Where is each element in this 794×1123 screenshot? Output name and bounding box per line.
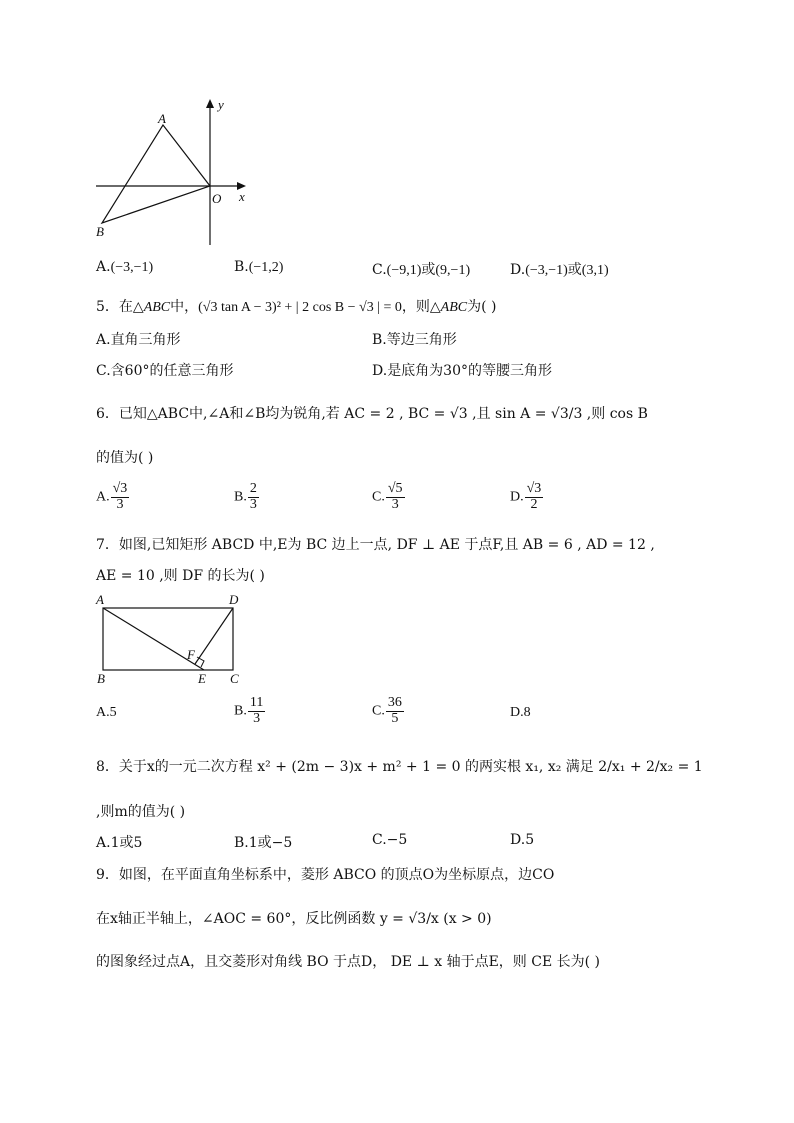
option-text: (−1,2)	[248, 260, 284, 275]
option-letter: B.	[234, 259, 249, 275]
option-numerator: 2	[249, 481, 257, 496]
q6-option-c[interactable]	[372, 482, 406, 512]
option-text: 含60°的任意三角形	[110, 363, 234, 379]
option-denominator: 3	[249, 496, 257, 512]
q7-option-a[interactable]	[96, 705, 117, 721]
option-denominator: 3	[116, 496, 124, 512]
option-letter: A.	[96, 705, 110, 720]
label-C: C	[230, 671, 239, 686]
q8-stem-line2: ,则m的值为( )	[96, 804, 186, 820]
q5-option-b[interactable]	[372, 329, 457, 349]
q9-stem-line1: 9．如图，在平面直角坐标系中，菱形 ABCO 的顶点O为坐标原点，边CO	[96, 867, 555, 883]
option-text: (−9,1)或(9,−1)	[386, 263, 471, 278]
q8-option-a[interactable]	[96, 832, 142, 852]
option-text: −5	[386, 832, 408, 848]
option-letter: C.	[372, 489, 385, 505]
option-letter: C.	[96, 363, 111, 379]
q8-option-c[interactable]	[372, 832, 407, 848]
q5-option-c[interactable]	[96, 360, 234, 380]
label-B: B	[96, 224, 104, 239]
option-numerator: √3	[112, 481, 128, 496]
option-letter: B.	[234, 703, 247, 719]
q7-option-b[interactable]	[234, 696, 266, 726]
q5-abc: ABC	[143, 300, 171, 315]
option-letter: D.	[510, 262, 526, 278]
option-letter: C.	[372, 262, 387, 278]
q6-stem-line1: 6．已知△ABC中,∠A和∠B均为锐角,若 AC = 2 , BC = √3 ,且 sin A = √3/3 ,则 cos B	[96, 406, 648, 422]
q5-suffix: 为( )	[467, 299, 497, 315]
q4-option-b[interactable]	[234, 259, 283, 276]
option-text: 直角三角形	[110, 332, 181, 348]
option-numerator: √3	[526, 481, 542, 496]
q4-option-a[interactable]	[96, 259, 153, 276]
option-text: 是底角为30°的等腰三角形	[387, 363, 553, 379]
option-numerator: 11	[249, 695, 264, 710]
q4-option-d[interactable]	[510, 259, 609, 279]
option-text: 1或−5	[248, 835, 293, 851]
q5-abc-2: ABC	[440, 300, 468, 315]
option-letter: D.	[510, 489, 524, 505]
option-letter: A.	[96, 259, 111, 275]
option-letter: B.	[372, 332, 387, 348]
q5-mid2: ，则△	[401, 299, 441, 315]
q7-option-d[interactable]	[510, 705, 531, 721]
option-letter: B.	[234, 489, 247, 505]
q5-mid1: 中，	[170, 299, 199, 315]
option-letter: A.	[96, 332, 111, 348]
q6-option-b[interactable]	[234, 482, 260, 512]
figure-q4-coordinate-triangle	[90, 95, 260, 250]
segment-DF	[195, 608, 233, 664]
option-text: 5	[525, 832, 535, 848]
q8-stem-line1: 8．关于x的一元二次方程 x² + (2m − 3)x + m² + 1 = 0 的两实根 x₁, x₂ 满足 2/x₁ + 2/x₂ = 1	[96, 759, 703, 775]
q9-stem-line2: 在x轴正半轴上，∠AOC = 60°，反比例函数 y = √3/x (x > 0)	[96, 911, 492, 927]
option-letter: D.	[372, 363, 388, 379]
q6-option-d[interactable]	[510, 482, 544, 512]
q9-stem-line3: 的图象经过点A，且交菱形对角线 BO 于点D， DE ⊥ x 轴于点E，则 CE 长为( )	[96, 954, 600, 970]
q5-option-a[interactable]	[96, 329, 181, 349]
option-denominator: 2	[530, 496, 538, 512]
option-denominator: 3	[391, 496, 399, 512]
option-letter: A.	[96, 489, 110, 505]
option-text: 1或5	[110, 835, 143, 851]
q8-option-d[interactable]	[510, 832, 534, 848]
option-numerator: √5	[387, 481, 403, 496]
q4-option-c[interactable]	[372, 259, 470, 279]
option-letter: C.	[372, 703, 385, 719]
q6-option-a[interactable]	[96, 482, 130, 512]
q5-expression: (√3 tan A − 3)² + | 2 cos B − √3 | = 0	[198, 300, 402, 315]
q6-stem-line2: 的值为( )	[96, 450, 154, 466]
q7-stem-line1: 7．如图,已知矩形 ABCD 中,E为 BC 边上一点, DF ⊥ AE 于点F,且 AB = 6 , AD = 12 ,	[96, 537, 655, 553]
option-text: 5	[109, 705, 117, 720]
figure-q7-rectangle	[92, 590, 252, 690]
q7-stem-line2: AE = 10 ,则 DF 的长为( )	[96, 568, 265, 584]
y-axis-arrow	[206, 99, 214, 108]
option-text: (−3,−1)	[110, 260, 154, 275]
rectangle-ABCD	[103, 608, 233, 670]
option-numerator: 36	[387, 695, 402, 710]
option-letter: A.	[96, 835, 111, 851]
q8-option-b[interactable]	[234, 832, 292, 852]
label-x: x	[239, 189, 245, 204]
option-denominator: 5	[391, 710, 399, 726]
label-D: D	[229, 592, 239, 607]
option-letter: D.	[510, 832, 526, 848]
option-text: 等边三角形	[386, 332, 457, 348]
option-letter: D.	[510, 705, 524, 720]
q7-option-c[interactable]	[372, 696, 405, 726]
label-y: y	[218, 97, 224, 112]
label-E: E	[198, 671, 206, 686]
option-letter: B.	[234, 835, 249, 851]
q5-prefix: 5．在△	[96, 299, 144, 315]
q5-option-d[interactable]	[372, 360, 552, 380]
label-F: F	[187, 647, 195, 662]
label-O: O	[212, 191, 222, 206]
label-A: A	[158, 111, 166, 126]
q5-stem	[96, 296, 497, 316]
option-text: (−3,−1)或(3,1)	[525, 263, 609, 278]
option-letter: C.	[372, 832, 387, 848]
triangle-ABO	[102, 125, 210, 223]
option-text: 8	[523, 705, 531, 720]
label-A: A	[96, 592, 104, 607]
label-B: B	[97, 671, 105, 686]
option-denominator: 3	[253, 710, 261, 726]
